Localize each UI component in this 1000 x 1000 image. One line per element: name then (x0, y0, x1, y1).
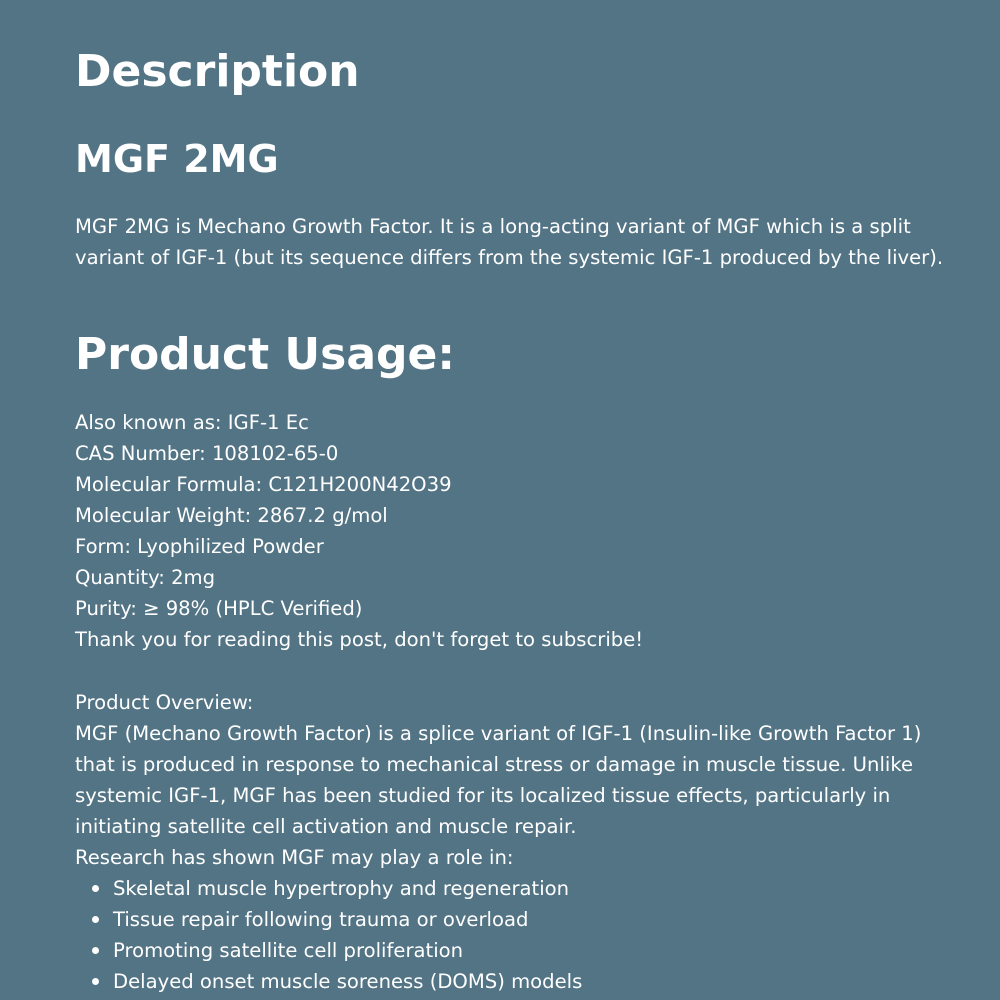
description-heading: Description (75, 46, 360, 97)
product-title: MGF 2MG (75, 137, 279, 181)
bullet-text: Delayed onset muscle soreness (DOMS) models (113, 970, 583, 993)
spec-aka: Also known as: IGF-1 Ec (75, 411, 309, 434)
usage-heading: Product Usage: (75, 329, 455, 380)
overview-line: MGF (Mechano Growth Factor) is a splice variant of IGF-1 (Insulin-like Growth Factor 1) (75, 722, 922, 745)
spec-purity: Purity: ≥ 98% (HPLC Verified) (75, 597, 363, 620)
spec-quantity: Quantity: 2mg (75, 566, 216, 589)
overview-line: initiating satellite cell activation and muscle repair. (75, 815, 577, 838)
subscribe-note: Thank you for reading this post, don't forget to subscribe! (75, 628, 644, 651)
bullet-text: Promoting satellite cell proliferation (113, 939, 464, 962)
overview-line: that is produced in response to mechanical stress or damage in muscle tissue. Unlike (75, 753, 914, 776)
overview-line: systemic IGF-1, MGF has been studied for its localized tissue effects, particularly in (75, 784, 891, 807)
spec-formula: Molecular Formula: C121H200N42O39 (75, 473, 452, 496)
spec-weight: Molecular Weight: 2867.2 g/mol (75, 504, 388, 527)
research-intro: Research has shown MGF may play a role in: (75, 846, 514, 869)
bullet-dot (92, 916, 99, 923)
bullet-text: Tissue repair following trauma or overload (113, 908, 529, 931)
intro-line: MGF 2MG is Mechano Growth Factor. It is a long-acting variant of MGF which is a split (75, 215, 911, 238)
intro-paragraph (75, 211, 975, 273)
bullet-dot (92, 978, 99, 985)
list-item (75, 935, 975, 966)
list-item (75, 966, 975, 997)
spec-cas: CAS Number: 108102-65-0 (75, 442, 339, 465)
bullet-text: Skeletal muscle hypertrophy and regeneration (113, 877, 570, 900)
spec-list (75, 407, 975, 655)
overview-label: Product Overview: (75, 691, 254, 714)
intro-line: variant of IGF-1 (but its sequence differs from the systemic IGF-1 produced by the liver). (75, 246, 944, 269)
list-item (75, 873, 975, 904)
list-item (75, 904, 975, 935)
spec-form: Form: Lyophilized Powder (75, 535, 324, 558)
bullet-dot (92, 947, 99, 954)
overview-section (75, 687, 975, 873)
bullet-dot (92, 885, 99, 892)
research-bullet-list (75, 873, 975, 997)
